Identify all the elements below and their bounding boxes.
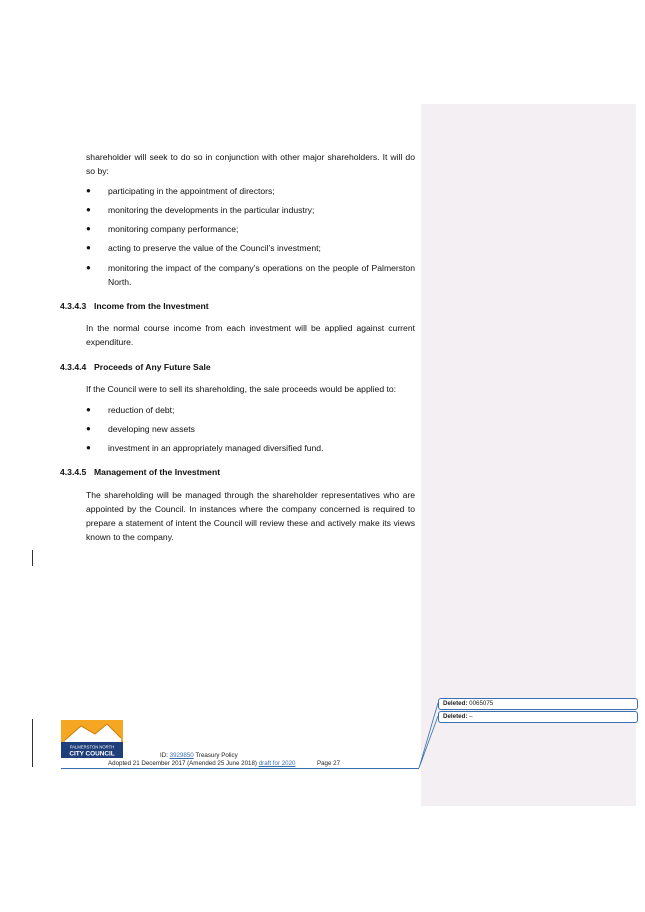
- paragraph-4343: In the normal course income from each investment will be applied against current expenditure.: [86, 323, 415, 347]
- bullet-icon: ●: [86, 186, 91, 195]
- list-item: ● monitoring company performance;: [86, 224, 239, 234]
- section-heading-4345: 4.3.4.5 Management of the Investment: [60, 467, 221, 477]
- list-item: ● reduction of debt;: [86, 405, 175, 415]
- intro-paragraph: shareholder will seek to do so in conjunction with other major shareholders. It will do so by:: [86, 152, 415, 176]
- footer-id-line: ID: 3929850 Treasury Policy: [160, 752, 238, 759]
- logo-line1: PALMERSTON NORTH: [69, 744, 115, 750]
- document-id: 3929850: [169, 752, 194, 759]
- list-item: ● developing new assets: [86, 424, 195, 434]
- policy-name: Treasury Policy: [195, 752, 238, 759]
- bullet-icon: ●: [86, 405, 91, 414]
- footer-adopted-line: Adopted 21 December 2017 (Amended 25 June 2018) draft for 2020 Page 27: [108, 760, 341, 767]
- list-item: ● participating in the appointment of directors;: [86, 186, 275, 196]
- bullet-icon: ●: [86, 443, 91, 452]
- logo-line2: CITY COUNCIL: [69, 750, 115, 758]
- bullet-icon: ●: [86, 424, 91, 433]
- bullet-icon: ●: [86, 263, 91, 272]
- paragraph-4344: If the Council were to sell its shareholding, the sale proceeds would be applied to:: [86, 384, 397, 394]
- draft-insertion: draft for 2020: [258, 760, 296, 767]
- bullet-icon: ●: [86, 243, 91, 252]
- comment-balloon[interactable]: Deleted: –: [438, 711, 638, 723]
- list-item: ● monitoring the developments in the particular industry;: [86, 205, 315, 215]
- comment-balloon[interactable]: Deleted: 0065075: [438, 698, 638, 710]
- list-item: ● investment in an appropriately managed diversified fund.: [86, 443, 324, 453]
- bullet-icon: ●: [86, 224, 91, 233]
- bullet-icon: ●: [86, 205, 91, 214]
- list-item: ● monitoring the impact of the company’s operations on the people of Palmerston North.: [86, 263, 415, 287]
- page-number: 27: [333, 760, 341, 767]
- list-item: ● acting to preserve the value of the Council’s investment;: [86, 243, 321, 253]
- section-heading-4343: 4.3.4.3 Income from the Investment: [60, 301, 209, 311]
- paragraph-4345: The shareholding will be managed through the shareholder representatives who are appointed by the Council. In instances where the company concerned is required to prepare a statement of intent the Council will review these and actively make its views known to the company.: [86, 490, 415, 542]
- section-heading-4344: 4.3.4.4 Proceeds of Any Future Sale: [60, 362, 211, 372]
